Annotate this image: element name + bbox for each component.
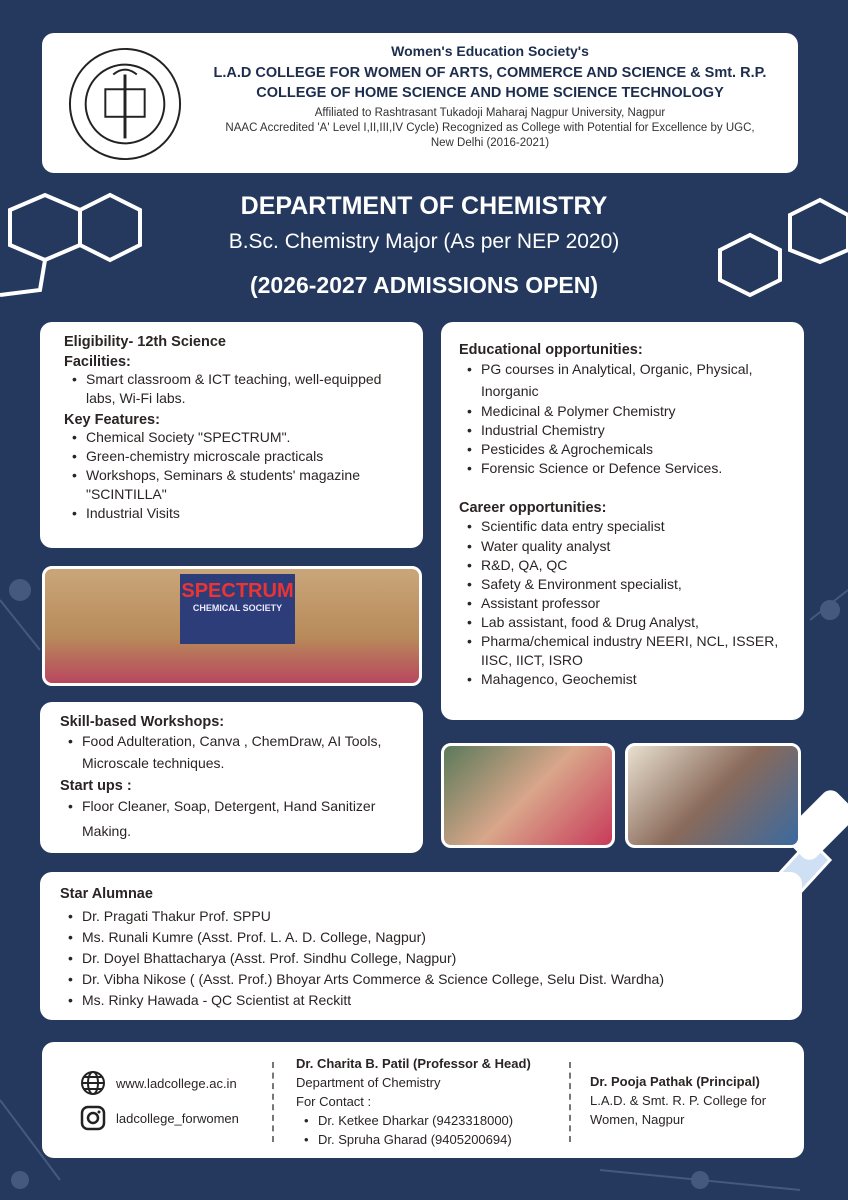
affiliation: Affiliated to Rashtrasant Tukadoji Maharaj Nagpur University, Nagpur (314, 107, 666, 119)
instagram-icon (80, 1105, 106, 1131)
college-logo (66, 45, 184, 163)
lab-photo-1 (441, 743, 615, 848)
workshops-card (40, 702, 423, 853)
list-item: • Pesticides & Agrochemicals (459, 440, 786, 459)
instagram-link[interactable]: ladcollege_forwomen (116, 1110, 239, 1126)
alumnae-card (40, 872, 802, 1020)
photo-banner: SPECTRUM (181, 580, 294, 602)
list-item: • Industrial Visits (64, 504, 399, 523)
list-item: • Dr. Vibha Nikose ( (Asst. Prof.) Bhoyar Arts Commerce & Science College, Selu Dist. Wardha) (60, 969, 782, 990)
college-name-line1: L.A.D COLLEGE FOR WOMEN OF ARTS, COMMERCE AND SCIENCE & Smt. R.P. (213, 65, 767, 81)
list-item: • Dr. Pragati Thakur Prof. SPPU (60, 906, 782, 927)
list-item: • PG courses in Analytical, Organic, Physical, Inorganic (459, 358, 786, 402)
photo-banner-sub: CHEMICAL SOCIETY (192, 603, 283, 613)
list-item: • Safety & Environment specialist, (459, 575, 786, 594)
list-item: • Forensic Science or Defence Services. (459, 459, 786, 478)
list-item: • Food Adulteration, Canva , ChemDraw, AI Tools, Microscale techniques. (60, 730, 403, 774)
opportunities-card (441, 322, 804, 720)
list-item: • R&D, QA, QC (459, 556, 786, 575)
facilities-heading: Facilities: (64, 354, 131, 370)
head-name: Dr. Charita B. Patil (Professor & Head) (296, 1056, 531, 1071)
contact-item: • Dr. Spruha Gharad (9405200694) (296, 1130, 531, 1149)
admissions-title: (2026-2027 ADMISSIONS OPEN) (249, 272, 599, 298)
list-item: • Smart classroom & ICT teaching, well-equipped labs, Wi-Fi labs. (64, 370, 399, 408)
edu-heading: Educational opportunities: (459, 342, 643, 358)
naac-2: New Delhi (2016-2021) (430, 137, 550, 149)
divider (569, 1062, 571, 1142)
startups-heading: Start ups : (60, 778, 132, 794)
list-item: • Water quality analyst (459, 537, 786, 556)
eligibility-card (40, 322, 423, 548)
divider (272, 1062, 274, 1142)
list-item: • Assistant professor (459, 594, 786, 613)
list-item: • Green-chemistry microscale practicals (64, 447, 399, 466)
list-item: • Chemical Society "SPECTRUM". (64, 428, 399, 447)
college-name-line2: COLLEGE OF HOME SCIENCE AND HOME SCIENCE TECHNOLOGY (256, 85, 724, 101)
features-heading: Key Features: (64, 412, 160, 428)
society-name: Women's Education Society's (391, 43, 589, 59)
contact-footer (42, 1042, 804, 1158)
program-title: B.Sc. Chemistry Major (As per NEP 2020) (228, 230, 620, 253)
department: Department of Chemistry (296, 1075, 441, 1090)
department-title: DEPARTMENT OF CHEMISTRY (240, 192, 608, 220)
principal-name: Dr. Pooja Pathak (Principal) (590, 1074, 760, 1089)
workshops-heading: Skill-based Workshops: (60, 714, 225, 730)
list-item: • Lab assistant, food & Drug Analyst, (459, 613, 786, 632)
list-item: • Pharma/chemical industry NEERI, NCL, ISSER, IISC, IICT, ISRO (459, 632, 786, 670)
list-item: • Medicinal & Polymer Chemistry (459, 402, 786, 421)
eligibility: Eligibility- 12th Science (64, 334, 226, 350)
list-item: • Ms. Rinky Hawada - QC Scientist at Reckitt (60, 990, 782, 1011)
spectrum-group-photo (42, 566, 422, 686)
globe-icon (80, 1070, 106, 1096)
alumnae-heading: Star Alumnae (60, 886, 153, 902)
list-item: • Mahagenco, Geochemist (459, 670, 786, 689)
list-item: • Floor Cleaner, Soap, Detergent, Hand Sanitizer Making. (60, 794, 403, 844)
lab-photo-2 (625, 743, 801, 848)
naac: NAAC Accredited 'A' Level I,II,III,IV Cycle) Recognized as College with Potential for Excellence by UGC, (225, 122, 755, 134)
principal-college: L.A.D. & Smt. R. P. College for Women, Nagpur (590, 1093, 767, 1127)
contact-item: • Dr. Ketkee Dharkar (9423318000) (296, 1111, 531, 1130)
college-header (42, 33, 798, 173)
list-item: • Scientific data entry specialist (459, 516, 786, 537)
list-item: • Dr. Doyel Bhattacharya (Asst. Prof. Sindhu College, Nagpur) (60, 948, 782, 969)
contact-label: For Contact : (296, 1094, 372, 1109)
list-item: • Ms. Runali Kumre (Asst. Prof. L. A. D. College, Nagpur) (60, 927, 782, 948)
list-item: • Industrial Chemistry (459, 421, 786, 440)
list-item: • Workshops, Seminars & students' magazine "SCINTILLA" (64, 466, 399, 504)
career-heading: Career opportunities: (459, 500, 607, 516)
website-link[interactable]: www.ladcollege.ac.in (116, 1075, 237, 1091)
